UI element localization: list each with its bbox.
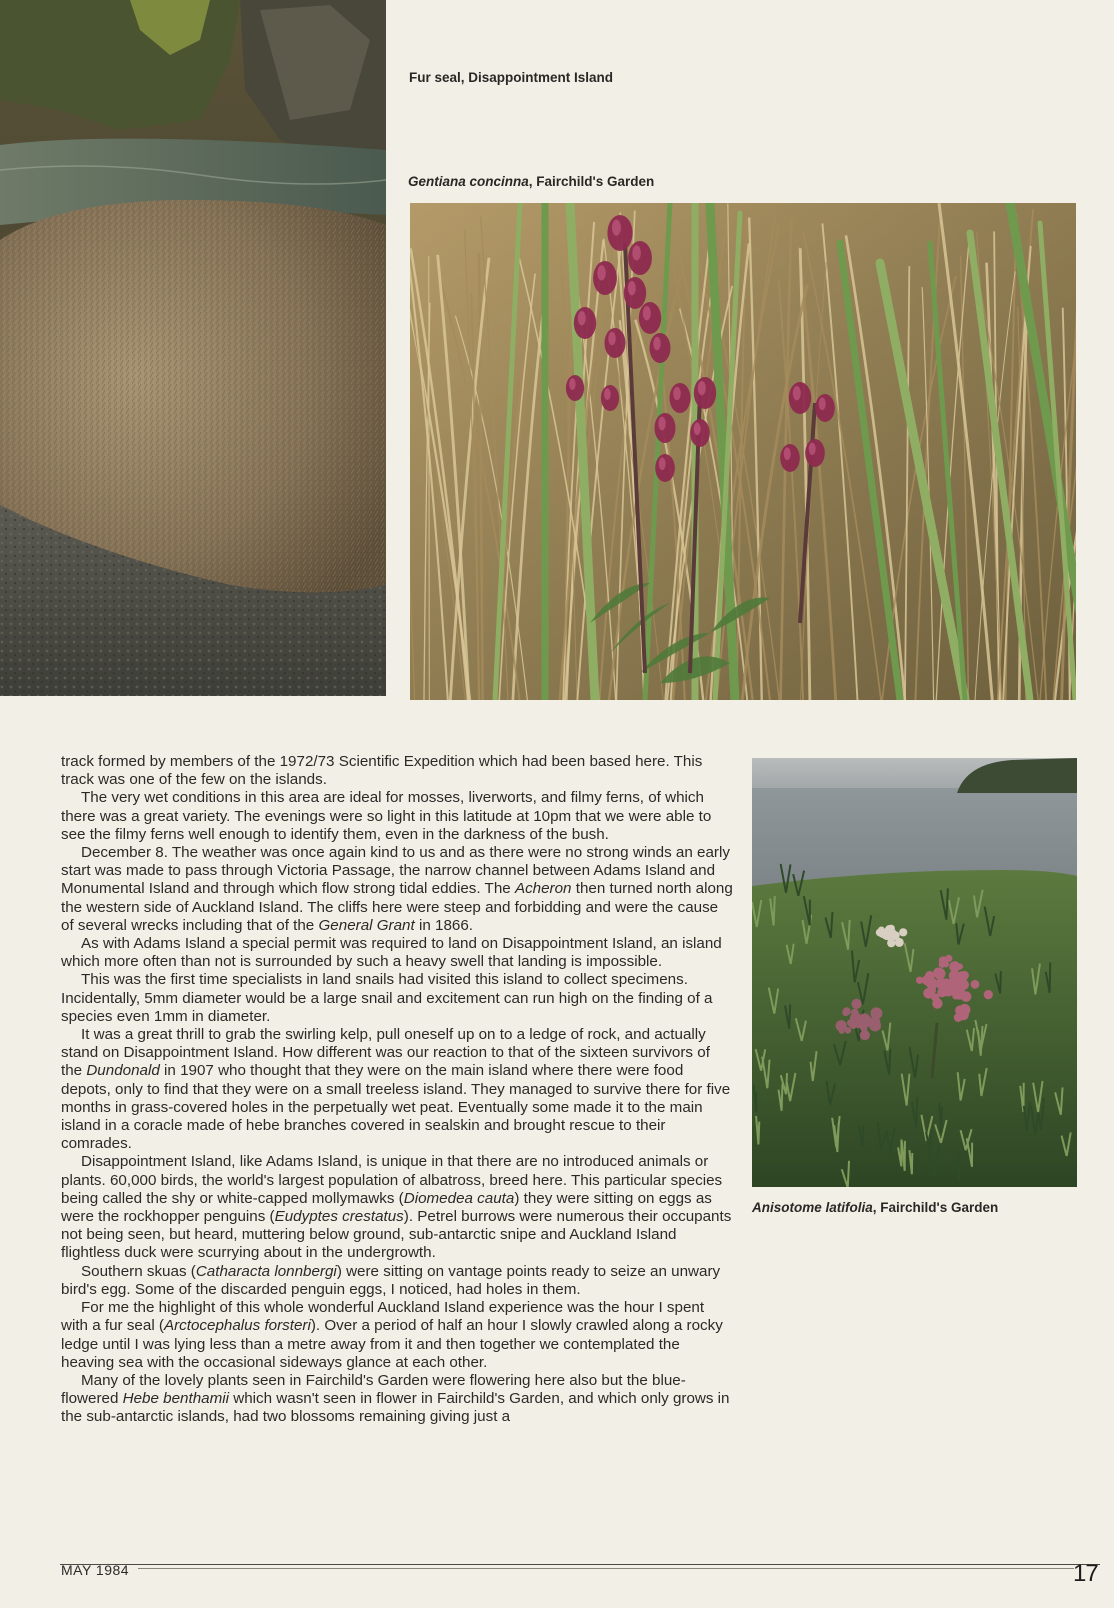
paragraph: For me the highlight of this whole wonderful Auckland Island experience was the hour I spent with a fur seal (Arctocephalus forsteri). Over a period of half an hour I slowly crawled along a rocky ledge until I was lying less than a metre away from it and then together we contemplated the heaving sea with the occasional sideways glance at each other. bbox=[61, 1299, 723, 1371]
paragraph: It was a great thrill to grab the swirling kelp, pull oneself up on to a ledge of rock, and actually stand on Disappointment Island. How different was our reaction to that of the sixteen survivors of the Dundonald in 1907 who thought that they were on the main island where there were food depots, only to find that they were on a small treeless island. They managed to survive there for five months in grass-covered holes in the perpetually wet peat. Eventually some made it to the main island in a coracle made of hebe branches covered in sealskin and brought rescue to their comrades. bbox=[61, 1026, 731, 1153]
paragraph: Disappointment Island, like Adams Island, is unique in that there are no introduced animals or plants. 60,000 birds, the world's largest population of albatross, breed here. This particular species being called the shy or white-capped mollymawks (Diomedea cauta) they were sitting on eggs as were the rockhopper penguins (Eudyptes crestatus). Petrel burrows were numerous their occupants not being seen, but heard, muttering below ground, sub-antarctic snipe and Auckland Island flightless duck were scurrying about in the undergrowth. bbox=[61, 1153, 732, 1262]
ship-name: Dundonald bbox=[86, 1062, 160, 1080]
species-name: Arctocephalus forsteri bbox=[163, 1317, 311, 1335]
species-name: Hebe benthamii bbox=[122, 1390, 230, 1408]
anisotome-place: , Fairchild's Garden bbox=[872, 1200, 999, 1215]
gentiana-species-name: Gentiana concinna bbox=[408, 174, 529, 189]
paragraph: Southern skuas (Catharacta lonnbergi) were sitting on vantage points ready to seize an unwary bird's egg. Some of the discarded penguin eggs, I noticed, had holes in them. bbox=[61, 1262, 721, 1298]
paragraph: As with Adams Island a special permit was required to land on Disappointment Island, an island which more often than not is surrounded by such a heavy swell that landing is impossible. bbox=[61, 935, 722, 971]
article-body bbox=[61, 753, 733, 1427]
footer-rule-secondary bbox=[138, 1568, 1074, 1569]
paragraph: Many of the lovely plants seen in Fairchild's Garden were flowering here also but the blue-flowered Hebe benthamii which wasn't seen in flower in Fairchild's Garden, and which only grows in the sub-antarctic islands, had two blossoms remaining giving just a bbox=[61, 1371, 730, 1426]
anisotome-latifolia-photo bbox=[752, 758, 1077, 1187]
gentiana-concinna-photo bbox=[410, 203, 1076, 700]
ship-name: Acheron bbox=[514, 880, 572, 898]
fur-seal-caption bbox=[409, 70, 613, 85]
issue-date: MAY 1984 bbox=[61, 1562, 130, 1578]
anisotome-species-name: Anisotome latifolia bbox=[752, 1200, 873, 1215]
gentiana-place: , Fairchild's Garden bbox=[528, 174, 655, 189]
page-number: 17 bbox=[1073, 1560, 1098, 1587]
paragraph: December 8. The weather was once again kind to us and as there were no strong winds an early start was made to pass through Victoria Passage, the narrow channel between Adams Island and Monumental Island and through which flow strong tidal eddies. The Acheron then turned north along the western side of Auckland Island. The cliffs here were steep and forbidding and were the cause of several wrecks including that of the General Grant in 1866. bbox=[61, 844, 733, 934]
paragraph: The very wet conditions in this area are ideal for mosses, liverworts, and filmy ferns, of which there was a great variety. The evenings were so light in this latitude at 10pm that we were able to see the filmy ferns well enough to identify them, even in the darkness of the bush. bbox=[61, 789, 712, 843]
gentiana-caption bbox=[408, 174, 654, 189]
paragraph: track formed by members of the 1972/73 Scientific Expedition which had been based here. This track was one of the few on the islands. bbox=[61, 753, 703, 789]
anisotome-caption bbox=[752, 1200, 998, 1215]
fur-seal-photo bbox=[0, 0, 386, 696]
footer-rule bbox=[60, 1564, 1100, 1565]
species-name: Diomedea cauta bbox=[403, 1189, 515, 1207]
species-name: Eudyptes crestatus bbox=[274, 1208, 404, 1226]
fur-seal-caption-text: Fur seal, Disappointment Island bbox=[409, 70, 614, 85]
species-name: Catharacta lonnbergi bbox=[195, 1262, 337, 1280]
paragraph: This was the first time specialists in land snails had visited this island to collect specimens. Incidentally, 5mm diameter would be a large snail and excitement can run high on the finding of a species even 1mm in diameter. bbox=[61, 971, 713, 1025]
ship-name: General Grant bbox=[318, 916, 415, 934]
